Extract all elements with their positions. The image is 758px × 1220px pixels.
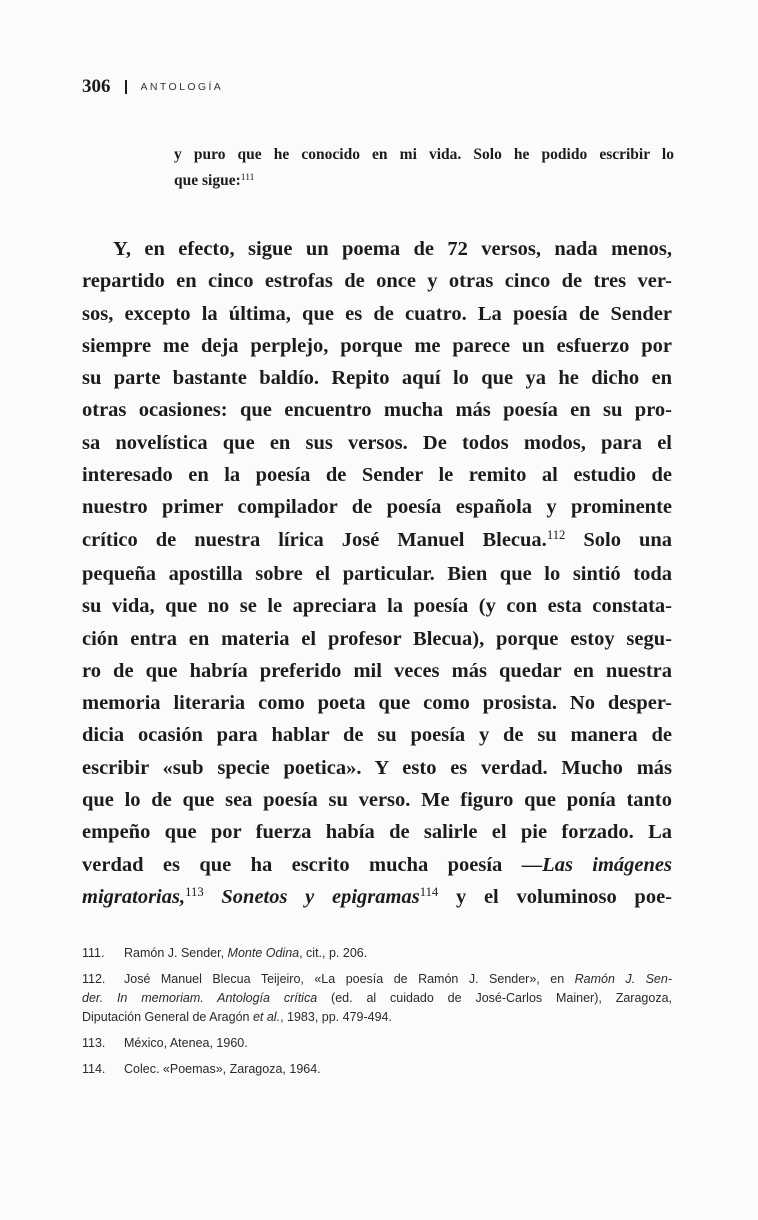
body-line: interesado en la poesía de Sender le remito al estudio de	[82, 464, 672, 487]
footnote-ref[interactable]: 113	[185, 884, 204, 899]
footnote-ref[interactable]: 111	[240, 171, 255, 183]
footnote-number: 114.	[82, 1062, 106, 1076]
quote-line: y puro que he conocido en mi vida. Solo he podido escribir lo	[174, 146, 674, 163]
running-header	[82, 76, 223, 98]
footnote-ref[interactable]: 114	[419, 884, 439, 899]
footnote-112: 112. José Manuel Blecua Teijeiro, «La poesía de Ramón J. Sender», en Ramón J. Sen- der. In memoriam. Antología crítica (ed. al cuidado de José-Carlos Mainer), Zaragoza, Diputación General de Aragón et al., 1983, pp. 479-494.	[82, 972, 672, 1024]
body-line: empeño que por fuerza había de salirle el pie forzado. La	[82, 821, 672, 844]
footnotes	[82, 944, 672, 1086]
body-line: otras ocasiones: que encuentro mucha más poesía en su pro-	[82, 399, 672, 422]
body-line: memoria literaria como poeta que como prosista. No desper-	[82, 692, 672, 715]
body-line: que lo de que sea poesía su verso. Me figuro que ponía tanto	[82, 789, 672, 812]
body-line: repartido en cinco estrofas de once y otras cinco de tres ver-	[82, 270, 672, 293]
running-title: ANTOLOGÍA	[140, 81, 224, 93]
footnote-111: 111. Ramón J. Sender, Monte Odina, cit., p. 206.	[82, 944, 672, 963]
body-line: sa novelística que en sus versos. De todos modos, para el	[82, 431, 672, 454]
body-line: nuestro primer compilador de poesía española y prominente	[82, 496, 672, 519]
body-line: verdad es que ha escrito mucha poesía —Las imágenes	[82, 853, 673, 876]
body-line: escribir «sub specie poetica». Y esto es verdad. Mucho más	[82, 756, 672, 779]
block-quote	[174, 142, 674, 196]
body-line: crítico de nuestra lírica José Manuel Blecua.$^{112}$ Solo una	[82, 527, 673, 551]
body-line: migratorias,$^{113}$ Sonetos y epigramas$^{114}$ y el voluminoso poe-	[82, 884, 672, 908]
footnote-ref[interactable]: 112	[546, 527, 566, 542]
footnote-113: 113. México, Atenea, 1960.	[82, 1034, 672, 1053]
page-number: 306	[82, 76, 111, 97]
header-separator	[125, 80, 127, 94]
footnote-114: 114. Colec. «Poemas», Zaragoza, 1964.	[82, 1060, 672, 1079]
footnote-number: 113.	[82, 1036, 106, 1050]
body-line: su parte bastante baldío. Repito aquí lo que ya he dicho en	[82, 367, 672, 390]
body-line: dicia ocasión para hablar de su poesía y de su manera de	[82, 724, 672, 747]
body-line: ro de que habría preferido mil veces más quedar en nuestra	[82, 659, 672, 682]
body-line: su vida, que no se le apreciara la poesía (y con esta constata-	[82, 595, 672, 618]
body-paragraph	[82, 233, 672, 915]
footnote-number: 112.	[82, 972, 106, 986]
body-line: Y, en efecto, sigue un poema de 72 versos, nada menos,	[113, 238, 672, 260]
body-line: pequeña apostilla sobre el particular. Bien que lo sintió toda	[82, 562, 672, 585]
body-line: siempre me deja perplejo, porque me parece un esfuerzo por	[82, 334, 672, 357]
quote-line: que sigue:$^{111}$	[174, 171, 255, 189]
footnote-number: 111.	[82, 946, 105, 960]
body-line: sos, excepto la última, que es de cuatro. La poesía de Sender	[82, 302, 672, 325]
body-line: ción entra en materia el profesor Blecua), porque estoy segu-	[82, 627, 672, 650]
